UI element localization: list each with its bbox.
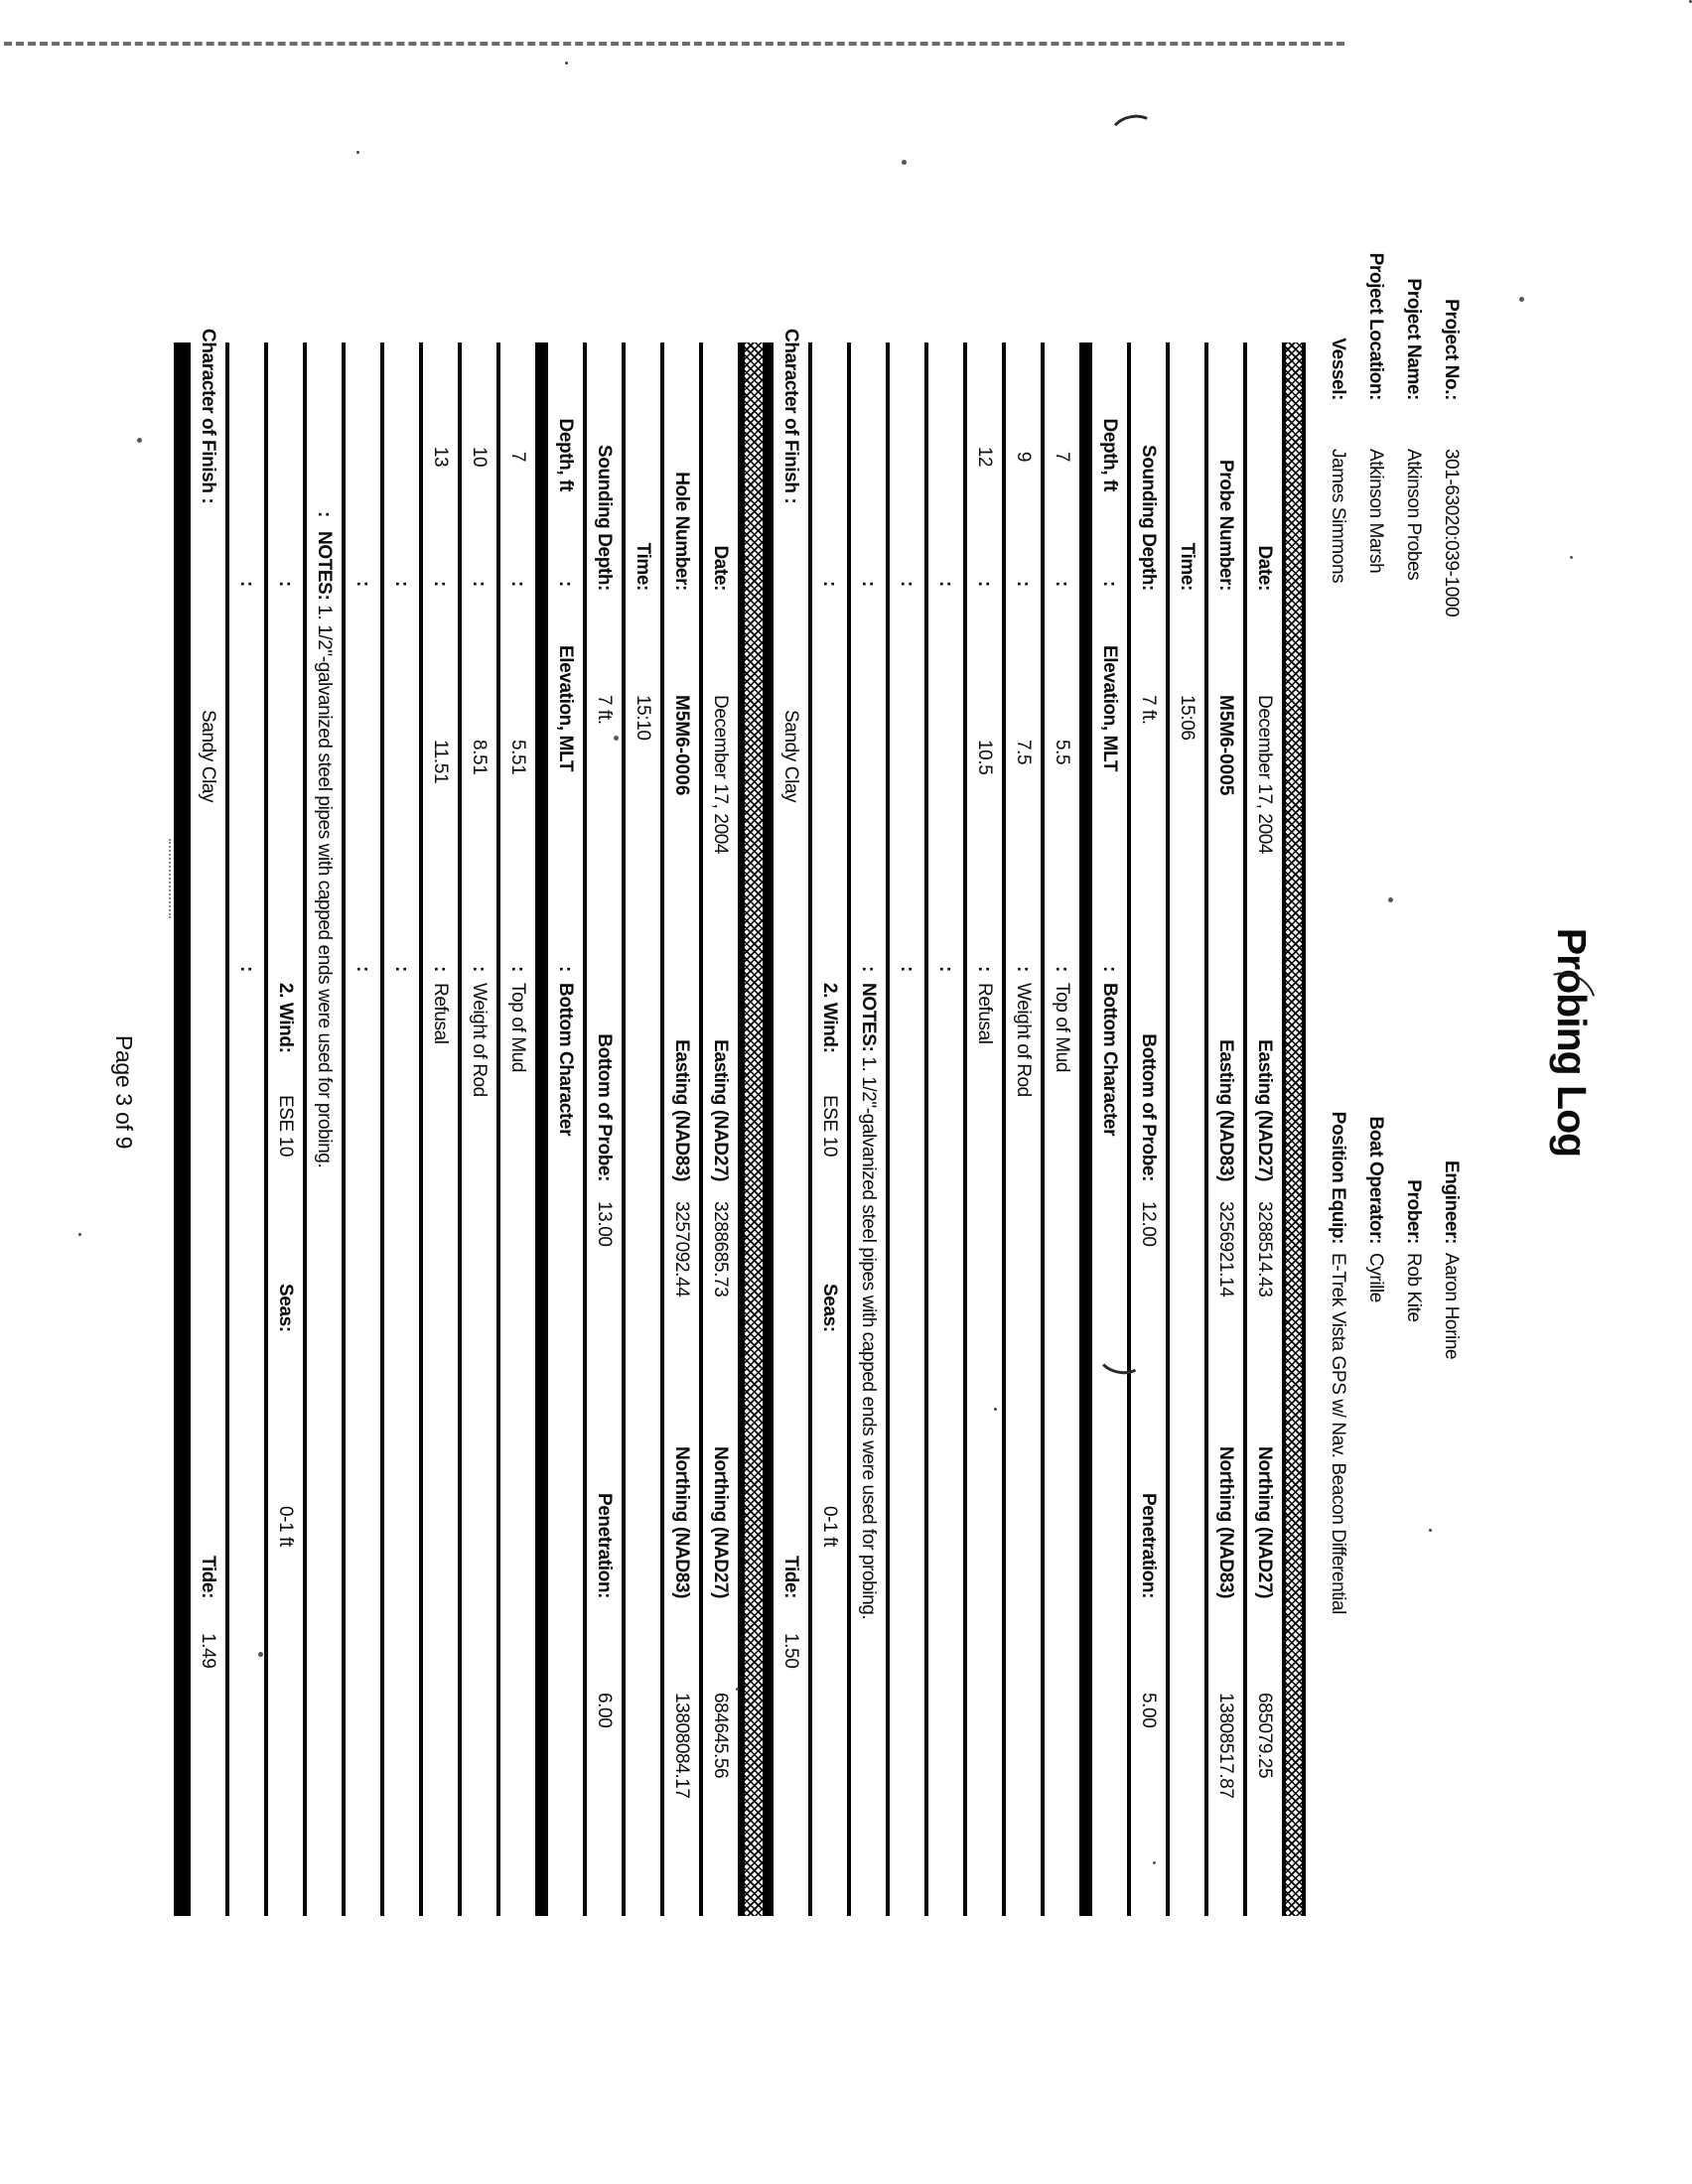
probe-number-value: M5M6-0005 (1215, 695, 1236, 796)
colon-separator: : (1052, 966, 1072, 972)
character-of-finish-row (770, 329, 808, 1916)
wind-value: ESE 10 (819, 1095, 840, 1158)
wind-value: ESE 10 (275, 1095, 296, 1158)
colon-separator: : (897, 581, 917, 587)
northing-nad27-label: Northing (NAD27) (1254, 1446, 1275, 1598)
colon-separator: : (430, 966, 451, 972)
project-name-label: Project Name: (1403, 278, 1424, 400)
table-row (1243, 342, 1282, 1916)
depth-column-header: Depth, ft (1099, 418, 1120, 491)
easting-nad27-value: 3288514.43 (1254, 1201, 1275, 1297)
notes-body: 1. 1/2"-galvanized steel pipes with capped ends were used for probing. (858, 1056, 879, 1620)
project-location-label: Project Location: (1365, 252, 1386, 400)
northing-nad27-label: Northing (NAD27) (710, 1446, 731, 1598)
time-label: Time: (633, 542, 653, 591)
table-row (583, 342, 622, 1916)
scan-squiggle-mark (169, 839, 179, 918)
bottom-character-value: Top of Mud (507, 983, 528, 1072)
character-of-finish-value: Sandy Clay (780, 710, 801, 803)
elevation-value: 5.51 (507, 740, 528, 775)
colon-separator: : (507, 581, 528, 587)
colon-separator: : (430, 581, 451, 587)
easting-nad27-value: 3288685.73 (710, 1201, 731, 1297)
easting-nad27-label: Easting (NAD27) (1254, 1039, 1275, 1181)
colon-separator: : (974, 966, 995, 972)
depth-value: 7 (1052, 451, 1072, 463)
colon-separator: : (314, 511, 335, 517)
northing-nad83-label: Northing (NAD83) (1215, 1446, 1236, 1598)
probe-number-label: Probe Number: (1215, 459, 1236, 591)
time-label: Time: (1177, 542, 1198, 591)
depth-value: 13 (430, 446, 451, 468)
colon-separator: : (1013, 966, 1034, 972)
engineer-value: Aaron Horine (1441, 1253, 1462, 1360)
northing-nad83-label: Northing (NAD83) (671, 1446, 692, 1598)
character-of-finish-value: Sandy Clay (198, 710, 218, 803)
tide-value: 1.49 (198, 1633, 218, 1669)
wind-row (264, 342, 303, 1916)
project-no-label: Project No.: (1441, 299, 1462, 400)
northing-nad27-value: 684645.56 (710, 1693, 731, 1779)
colon-separator: : (858, 966, 879, 972)
elevation-value: 5.5 (1052, 740, 1072, 765)
date-value: December 17, 2004 (1254, 695, 1275, 855)
position-equip-label: Position Equip: (1328, 1111, 1348, 1244)
date-label: Date: (1254, 545, 1275, 591)
notes-row (303, 342, 342, 1916)
colon-separator: : (391, 581, 412, 587)
colon-separator: : (819, 581, 840, 587)
bottom-character-column-header: Bottom Character (1099, 983, 1120, 1137)
table-row-empty (924, 342, 963, 1916)
colon-separator: : (935, 581, 956, 587)
table-row (963, 342, 1002, 1916)
colon-separator: : (1099, 581, 1120, 587)
colon-separator: : (974, 581, 995, 587)
table-row (1041, 342, 1079, 1916)
project-location-value: Atkinson Marsh (1365, 449, 1386, 574)
engineer-label: Engineer: (1441, 1160, 1462, 1244)
bottom-of-probe-label: Bottom of Probe: (594, 1033, 615, 1181)
seas-value: 0-1 ft (275, 1506, 296, 1547)
notes-body: 1. 1/2"-galvanized steel pipes with capped ends were used for probing. (314, 605, 335, 1168)
bottom-character-value: Refusal (974, 983, 995, 1044)
table-header-row (544, 342, 583, 1916)
table-row-empty (225, 342, 264, 1916)
table-row (660, 342, 699, 1916)
depth-value: 10 (469, 446, 490, 468)
sounding-depth-value: 7 ft. (1138, 695, 1159, 725)
bottom-of-probe-label: Bottom of Probe: (1138, 1033, 1159, 1181)
penetration-label: Penetration: (594, 1492, 615, 1598)
page-number: Page 3 of 9 (111, 1034, 137, 1150)
tide-label: Tide: (780, 1555, 801, 1598)
wind-label: 2. Wind: (819, 983, 840, 1053)
boat-operator-label: Boat Operator: (1365, 1116, 1386, 1244)
colon-separator: : (469, 966, 490, 972)
colon-separator: : (352, 581, 373, 587)
easting-nad83-value: 3256921.14 (1215, 1201, 1236, 1297)
hole-number-label: Hole Number: (671, 472, 692, 591)
page-title: Probing Log (1549, 927, 1595, 1158)
seas-label: Seas: (275, 1284, 296, 1332)
seas-label: Seas: (819, 1284, 840, 1332)
date-value: December 17, 2004 (710, 695, 731, 855)
notes-row (847, 342, 886, 1916)
thick-rule (1079, 342, 1088, 1916)
position-equip-value: E-Trek Vista GPS w/ Nav. Beacon Differential (1328, 1253, 1348, 1614)
notes-text (307, 531, 342, 1167)
elevation-column-header: Elevation, MLT (555, 645, 576, 772)
vessel-label: Vessel: (1328, 338, 1348, 400)
table-row (458, 342, 496, 1916)
vessel-value: James Simmons (1328, 449, 1348, 584)
colon-separator: : (1099, 966, 1120, 972)
table-row (419, 342, 458, 1916)
bottom-character-value: Top of Mud (1052, 983, 1072, 1072)
colon-separator: : (236, 966, 257, 972)
elevation-value: 7.5 (1013, 740, 1034, 765)
scan-dashed-edge-artifact (4, 42, 1344, 46)
table-top-hatch-bar (1282, 342, 1306, 1916)
elevation-column-header: Elevation, MLT (1099, 645, 1120, 772)
sounding-depth-label: Sounding Depth: (594, 444, 615, 591)
table-row (1002, 342, 1041, 1916)
sounding-depth-value: 7 ft. (594, 695, 615, 725)
block-divider-hatch-bar (738, 342, 770, 1916)
boat-operator-value: Cyrille (1365, 1253, 1386, 1302)
bottom-character-value: Weight of Rod (1013, 983, 1034, 1097)
depth-value: 7 (507, 451, 528, 463)
bottom-character-column-header: Bottom Character (555, 983, 576, 1137)
bottom-character-value: Weight of Rod (469, 983, 490, 1097)
easting-nad83-label: Easting (NAD83) (671, 1039, 692, 1181)
northing-nad83-value: 13808084.17 (671, 1693, 692, 1799)
northing-nad27-value: 685079.25 (1254, 1693, 1275, 1779)
sounding-depth-label: Sounding Depth: (1138, 444, 1159, 591)
project-no-value: 301-63020:039-1000 (1441, 449, 1462, 617)
northing-nad83-value: 13808517.87 (1215, 1693, 1236, 1799)
table-header-row (1088, 342, 1127, 1916)
easting-nad27-label: Easting (NAD27) (710, 1039, 731, 1181)
date-label: Date: (710, 545, 731, 591)
table-row (622, 342, 660, 1916)
notes-label: NOTES: (858, 983, 879, 1052)
tide-value: 1.50 (780, 1633, 801, 1669)
table-row (496, 342, 535, 1916)
character-of-finish-row (187, 329, 225, 1916)
penetration-label: Penetration: (1138, 1492, 1159, 1598)
colon-separator: : (555, 581, 576, 587)
easting-nad83-label: Easting (NAD83) (1215, 1039, 1236, 1181)
probing-table (174, 329, 1306, 1916)
notes-text (851, 983, 886, 1619)
tide-label: Tide: (198, 1555, 218, 1598)
colon-separator: : (275, 581, 296, 587)
wind-row (808, 342, 847, 1916)
table-row (699, 342, 738, 1916)
hole-number-value: M5M6-0006 (671, 695, 692, 796)
character-of-finish-label: Character of Finish : (780, 329, 801, 504)
bottom-of-probe-value: 12.00 (1138, 1201, 1159, 1247)
table-row (1166, 342, 1204, 1916)
easting-nad83-value: 3257092.44 (671, 1201, 692, 1297)
project-name-value: Atkinson Probes (1403, 449, 1424, 581)
depth-value: 12 (974, 446, 995, 468)
bottom-of-probe-value: 13.00 (594, 1201, 615, 1247)
bottom-character-value: Refusal (430, 983, 451, 1044)
colon-separator: : (897, 966, 917, 972)
prober-label: Prober: (1403, 1179, 1424, 1244)
table-row (1127, 342, 1166, 1916)
colon-separator: : (858, 581, 879, 587)
table-row-empty (886, 342, 924, 1916)
scan-arc-mark (1107, 111, 1159, 152)
penetration-value: 5.00 (1138, 1693, 1159, 1728)
colon-separator: : (352, 966, 373, 972)
wind-label: 2. Wind: (275, 983, 296, 1053)
time-value: 15:06 (1177, 695, 1198, 741)
table-row-empty (342, 342, 380, 1916)
colon-separator: : (1013, 581, 1034, 587)
table-bottom-bar (174, 342, 187, 1916)
colon-separator: : (469, 581, 490, 587)
penetration-value: 6.00 (594, 1693, 615, 1728)
colon-separator: : (391, 966, 412, 972)
notes-label: NOTES: (314, 531, 335, 601)
colon-separator: : (1052, 581, 1072, 587)
depth-column-header: Depth, ft (555, 418, 576, 491)
table-row-empty (380, 342, 419, 1916)
prober-value: Rob Kite (1403, 1253, 1424, 1322)
colon-separator: : (935, 966, 956, 972)
elevation-value: 10.5 (974, 740, 995, 775)
elevation-value: 8.51 (469, 740, 490, 775)
character-of-finish-label: Character of Finish : (198, 329, 218, 504)
table-row (1204, 342, 1243, 1916)
time-value: 15:10 (633, 695, 653, 741)
colon-separator: : (236, 581, 257, 587)
seas-value: 0-1 ft (819, 1506, 840, 1547)
depth-value: 9 (1013, 451, 1034, 463)
colon-separator: : (507, 966, 528, 972)
colon-separator: : (555, 966, 576, 972)
thick-rule (535, 342, 544, 1916)
elevation-value: 11.51 (430, 740, 451, 784)
